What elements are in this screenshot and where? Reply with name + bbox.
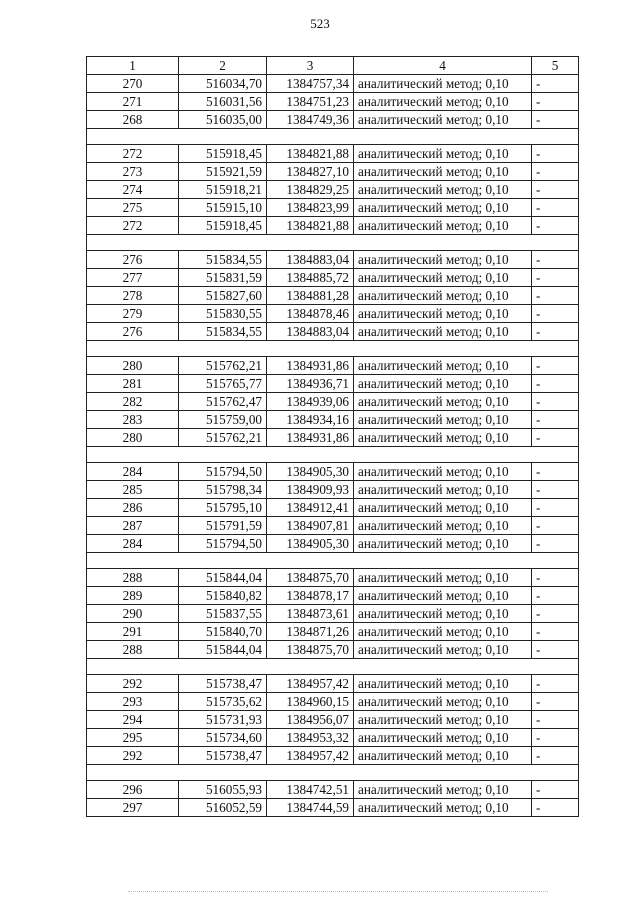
x-coordinate: 515840,82 <box>179 587 267 605</box>
x-coordinate: 515762,21 <box>179 429 267 447</box>
method-accuracy: аналитический метод; 0,10 <box>354 711 532 729</box>
method-accuracy: аналитический метод; 0,10 <box>354 357 532 375</box>
method-accuracy: аналитический метод; 0,10 <box>354 517 532 535</box>
method-accuracy: аналитический метод; 0,10 <box>354 111 532 129</box>
x-coordinate: 515735,62 <box>179 693 267 711</box>
method-accuracy: аналитический метод; 0,10 <box>354 305 532 323</box>
x-coordinate: 515765,77 <box>179 375 267 393</box>
table-row <box>87 517 579 535</box>
method-accuracy: аналитический метод; 0,10 <box>354 499 532 517</box>
point-number: 286 <box>87 499 179 517</box>
method-accuracy: аналитический метод; 0,10 <box>354 217 532 235</box>
x-coordinate: 515791,59 <box>179 517 267 535</box>
x-coordinate: 515837,55 <box>179 605 267 623</box>
note: - <box>532 587 579 605</box>
x-coordinate: 516034,70 <box>179 75 267 93</box>
point-number: 284 <box>87 463 179 481</box>
method-accuracy: аналитический метод; 0,10 <box>354 375 532 393</box>
x-coordinate: 516035,00 <box>179 111 267 129</box>
table-row <box>87 93 579 111</box>
note: - <box>532 729 579 747</box>
note: - <box>532 711 579 729</box>
method-accuracy: аналитический метод; 0,10 <box>354 481 532 499</box>
group-separator-row <box>87 235 579 251</box>
note: - <box>532 145 579 163</box>
table-row <box>87 587 579 605</box>
point-number: 292 <box>87 747 179 765</box>
note: - <box>532 411 579 429</box>
x-coordinate: 515762,21 <box>179 357 267 375</box>
y-coordinate: 1384875,70 <box>267 641 354 659</box>
y-coordinate: 1384909,93 <box>267 481 354 499</box>
separator-cell <box>87 553 579 569</box>
y-coordinate: 1384757,34 <box>267 75 354 93</box>
point-number: 291 <box>87 623 179 641</box>
table-row <box>87 481 579 499</box>
x-coordinate: 515794,50 <box>179 463 267 481</box>
header-col-3: 3 <box>267 57 354 75</box>
point-number: 278 <box>87 287 179 305</box>
method-accuracy: аналитический метод; 0,10 <box>354 605 532 623</box>
note: - <box>532 287 579 305</box>
note: - <box>532 305 579 323</box>
page-number: 523 <box>310 16 330 31</box>
x-coordinate: 515840,70 <box>179 623 267 641</box>
table-row <box>87 199 579 217</box>
point-number: 272 <box>87 145 179 163</box>
x-coordinate: 515921,59 <box>179 163 267 181</box>
table-row <box>87 269 579 287</box>
method-accuracy: аналитический метод; 0,10 <box>354 393 532 411</box>
method-accuracy: аналитический метод; 0,10 <box>354 587 532 605</box>
x-coordinate: 515844,04 <box>179 569 267 587</box>
x-coordinate: 516031,56 <box>179 93 267 111</box>
y-coordinate: 1384960,15 <box>267 693 354 711</box>
group-separator-row <box>87 341 579 357</box>
table-row <box>87 287 579 305</box>
note: - <box>532 605 579 623</box>
group-separator-row <box>87 447 579 463</box>
table-header-row <box>87 57 579 75</box>
separator-cell <box>87 129 579 145</box>
note: - <box>532 111 579 129</box>
point-number: 294 <box>87 711 179 729</box>
method-accuracy: аналитический метод; 0,10 <box>354 781 532 799</box>
note: - <box>532 75 579 93</box>
y-coordinate: 1384875,70 <box>267 569 354 587</box>
point-number: 296 <box>87 781 179 799</box>
x-coordinate: 515798,34 <box>179 481 267 499</box>
point-number: 281 <box>87 375 179 393</box>
method-accuracy: аналитический метод; 0,10 <box>354 623 532 641</box>
y-coordinate: 1384907,81 <box>267 517 354 535</box>
table-row <box>87 429 579 447</box>
point-number: 287 <box>87 517 179 535</box>
point-number: 274 <box>87 181 179 199</box>
method-accuracy: аналитический метод; 0,10 <box>354 641 532 659</box>
point-number: 280 <box>87 429 179 447</box>
point-number: 276 <box>87 251 179 269</box>
separator-cell <box>87 765 579 781</box>
y-coordinate: 1384742,51 <box>267 781 354 799</box>
y-coordinate: 1384878,17 <box>267 587 354 605</box>
table-row <box>87 747 579 765</box>
group-separator-row <box>87 129 579 145</box>
table-body <box>87 75 579 817</box>
method-accuracy: аналитический метод; 0,10 <box>354 569 532 587</box>
y-coordinate: 1384939,06 <box>267 393 354 411</box>
y-coordinate: 1384931,86 <box>267 429 354 447</box>
separator-cell <box>87 235 579 251</box>
point-number: 280 <box>87 357 179 375</box>
y-coordinate: 1384885,72 <box>267 269 354 287</box>
coordinates-table <box>86 56 579 817</box>
method-accuracy: аналитический метод; 0,10 <box>354 411 532 429</box>
note: - <box>532 517 579 535</box>
table-row <box>87 463 579 481</box>
point-number: 268 <box>87 111 179 129</box>
separator-cell <box>87 659 579 675</box>
separator-cell <box>87 341 579 357</box>
table-row <box>87 641 579 659</box>
point-number: 285 <box>87 481 179 499</box>
header-col-5: 5 <box>532 57 579 75</box>
point-number: 288 <box>87 641 179 659</box>
point-number: 277 <box>87 269 179 287</box>
y-coordinate: 1384829,25 <box>267 181 354 199</box>
x-coordinate: 515918,45 <box>179 145 267 163</box>
method-accuracy: аналитический метод; 0,10 <box>354 93 532 111</box>
y-coordinate: 1384744,59 <box>267 799 354 817</box>
group-separator-row <box>87 659 579 675</box>
header-col-4: 4 <box>354 57 532 75</box>
y-coordinate: 1384749,36 <box>267 111 354 129</box>
note: - <box>532 93 579 111</box>
note: - <box>532 693 579 711</box>
header-col-2: 2 <box>179 57 267 75</box>
note: - <box>532 199 579 217</box>
x-coordinate: 515918,21 <box>179 181 267 199</box>
note: - <box>532 481 579 499</box>
point-number: 276 <box>87 323 179 341</box>
table-row <box>87 729 579 747</box>
table-row <box>87 605 579 623</box>
x-coordinate: 515762,47 <box>179 393 267 411</box>
method-accuracy: аналитический метод; 0,10 <box>354 799 532 817</box>
header-col-1: 1 <box>87 57 179 75</box>
table-row <box>87 675 579 693</box>
point-number: 290 <box>87 605 179 623</box>
method-accuracy: аналитический метод; 0,10 <box>354 747 532 765</box>
note: - <box>532 323 579 341</box>
point-number: 289 <box>87 587 179 605</box>
y-coordinate: 1384821,88 <box>267 145 354 163</box>
table-row <box>87 799 579 817</box>
method-accuracy: аналитический метод; 0,10 <box>354 75 532 93</box>
note: - <box>532 675 579 693</box>
table-row <box>87 535 579 553</box>
group-separator-row <box>87 765 579 781</box>
note: - <box>532 781 579 799</box>
y-coordinate: 1384905,30 <box>267 535 354 553</box>
point-number: 279 <box>87 305 179 323</box>
method-accuracy: аналитический метод; 0,10 <box>354 181 532 199</box>
method-accuracy: аналитический метод; 0,10 <box>354 251 532 269</box>
method-accuracy: аналитический метод; 0,10 <box>354 729 532 747</box>
table-row <box>87 393 579 411</box>
table-row <box>87 375 579 393</box>
y-coordinate: 1384934,16 <box>267 411 354 429</box>
y-coordinate: 1384936,71 <box>267 375 354 393</box>
method-accuracy: аналитический метод; 0,10 <box>354 199 532 217</box>
point-number: 292 <box>87 675 179 693</box>
separator-cell <box>87 447 579 463</box>
table-row <box>87 499 579 517</box>
note: - <box>532 569 579 587</box>
point-number: 283 <box>87 411 179 429</box>
method-accuracy: аналитический метод; 0,10 <box>354 535 532 553</box>
point-number: 284 <box>87 535 179 553</box>
note: - <box>532 393 579 411</box>
note: - <box>532 463 579 481</box>
y-coordinate: 1384823,99 <box>267 199 354 217</box>
table-row <box>87 163 579 181</box>
table-row <box>87 711 579 729</box>
table-row <box>87 323 579 341</box>
y-coordinate: 1384871,26 <box>267 623 354 641</box>
x-coordinate: 515827,60 <box>179 287 267 305</box>
note: - <box>532 163 579 181</box>
point-number: 271 <box>87 93 179 111</box>
method-accuracy: аналитический метод; 0,10 <box>354 145 532 163</box>
table-row <box>87 217 579 235</box>
method-accuracy: аналитический метод; 0,10 <box>354 429 532 447</box>
table-row <box>87 693 579 711</box>
x-coordinate: 515738,47 <box>179 747 267 765</box>
y-coordinate: 1384881,28 <box>267 287 354 305</box>
point-number: 270 <box>87 75 179 93</box>
y-coordinate: 1384931,86 <box>267 357 354 375</box>
table-row <box>87 357 579 375</box>
y-coordinate: 1384873,61 <box>267 605 354 623</box>
y-coordinate: 1384905,30 <box>267 463 354 481</box>
x-coordinate: 515844,04 <box>179 641 267 659</box>
x-coordinate: 515794,50 <box>179 535 267 553</box>
note: - <box>532 357 579 375</box>
y-coordinate: 1384883,04 <box>267 251 354 269</box>
x-coordinate: 515918,45 <box>179 217 267 235</box>
x-coordinate: 515831,59 <box>179 269 267 287</box>
y-coordinate: 1384883,04 <box>267 323 354 341</box>
method-accuracy: аналитический метод; 0,10 <box>354 463 532 481</box>
table-row <box>87 181 579 199</box>
table-row <box>87 411 579 429</box>
method-accuracy: аналитический метод; 0,10 <box>354 323 532 341</box>
x-coordinate: 515734,60 <box>179 729 267 747</box>
table-row <box>87 75 579 93</box>
point-number: 293 <box>87 693 179 711</box>
y-coordinate: 1384953,32 <box>267 729 354 747</box>
note: - <box>532 251 579 269</box>
x-coordinate: 515915,10 <box>179 199 267 217</box>
point-number: 275 <box>87 199 179 217</box>
y-coordinate: 1384956,07 <box>267 711 354 729</box>
x-coordinate: 515830,55 <box>179 305 267 323</box>
table-row <box>87 569 579 587</box>
y-coordinate: 1384957,42 <box>267 747 354 765</box>
table-row <box>87 623 579 641</box>
table-row <box>87 145 579 163</box>
note: - <box>532 375 579 393</box>
note: - <box>532 747 579 765</box>
x-coordinate: 515834,55 <box>179 251 267 269</box>
x-coordinate: 516052,59 <box>179 799 267 817</box>
note: - <box>532 641 579 659</box>
method-accuracy: аналитический метод; 0,10 <box>354 287 532 305</box>
table-row <box>87 305 579 323</box>
note: - <box>532 269 579 287</box>
x-coordinate: 515731,93 <box>179 711 267 729</box>
note: - <box>532 623 579 641</box>
note: - <box>532 535 579 553</box>
x-coordinate: 515834,55 <box>179 323 267 341</box>
y-coordinate: 1384821,88 <box>267 217 354 235</box>
table-row <box>87 781 579 799</box>
point-number: 297 <box>87 799 179 817</box>
y-coordinate: 1384912,41 <box>267 499 354 517</box>
method-accuracy: аналитический метод; 0,10 <box>354 163 532 181</box>
method-accuracy: аналитический метод; 0,10 <box>354 693 532 711</box>
point-number: 295 <box>87 729 179 747</box>
point-number: 282 <box>87 393 179 411</box>
table-row <box>87 251 579 269</box>
table-row <box>87 111 579 129</box>
y-coordinate: 1384878,46 <box>267 305 354 323</box>
method-accuracy: аналитический метод; 0,10 <box>354 269 532 287</box>
note: - <box>532 799 579 817</box>
y-coordinate: 1384957,42 <box>267 675 354 693</box>
note: - <box>532 499 579 517</box>
bottom-scan-line <box>128 891 548 892</box>
note: - <box>532 429 579 447</box>
x-coordinate: 515795,10 <box>179 499 267 517</box>
y-coordinate: 1384751,23 <box>267 93 354 111</box>
x-coordinate: 515738,47 <box>179 675 267 693</box>
note: - <box>532 217 579 235</box>
point-number: 273 <box>87 163 179 181</box>
point-number: 272 <box>87 217 179 235</box>
method-accuracy: аналитический метод; 0,10 <box>354 675 532 693</box>
y-coordinate: 1384827,10 <box>267 163 354 181</box>
x-coordinate: 516055,93 <box>179 781 267 799</box>
group-separator-row <box>87 553 579 569</box>
point-number: 288 <box>87 569 179 587</box>
note: - <box>532 181 579 199</box>
x-coordinate: 515759,00 <box>179 411 267 429</box>
